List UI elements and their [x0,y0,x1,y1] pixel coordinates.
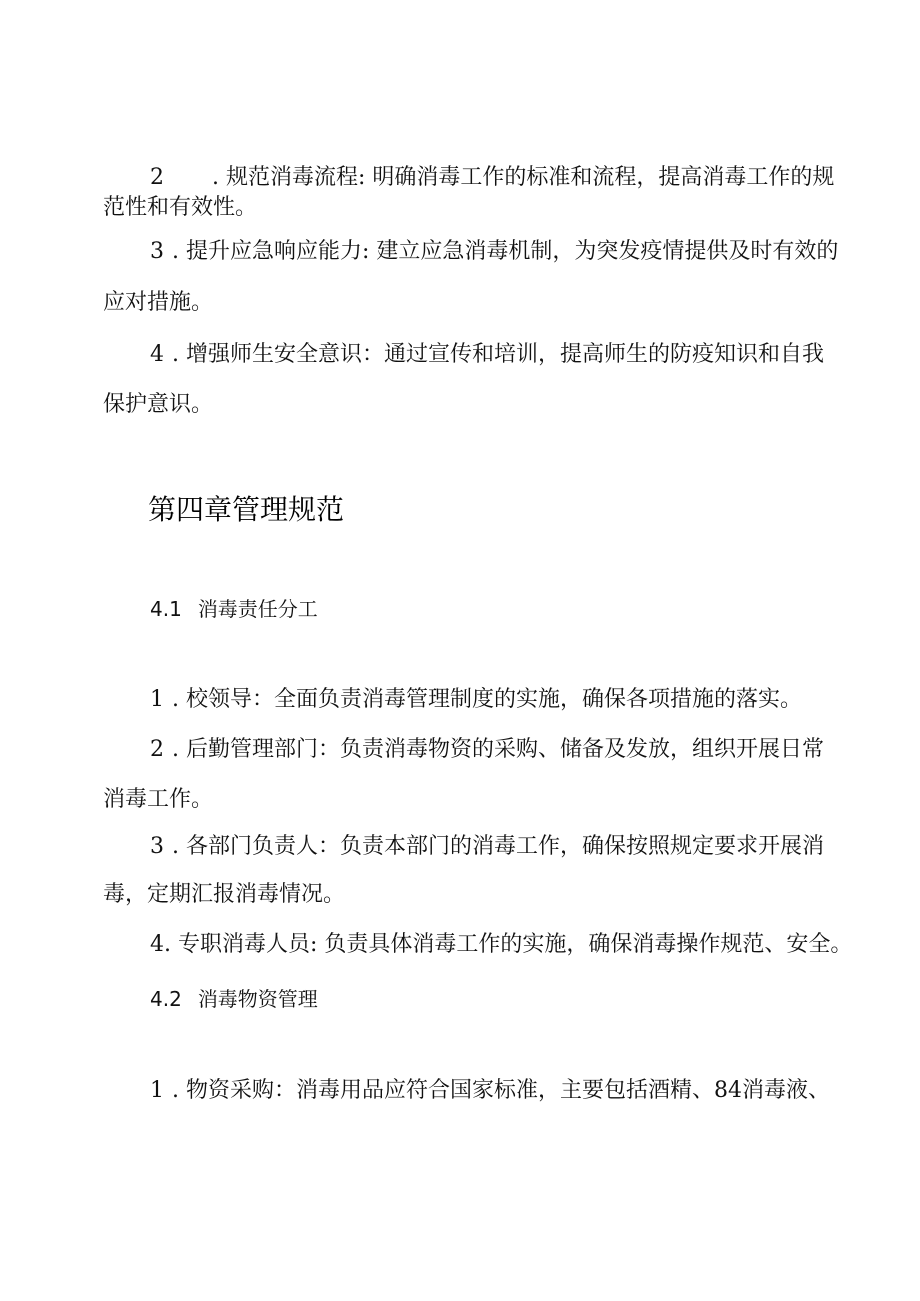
list-item-text: . 后勤管理部门：负责消毒物资的采购、储备及发放，组织开展日常 [172,737,824,762]
list-item [150,163,834,193]
list-item [150,1076,830,1106]
list-item-continuation: 毒，定期汇报消毒情况。 [103,882,346,907]
section-title: 消毒责任分工 [197,597,318,621]
list-item [150,735,824,765]
list-item-continuation: 应对措施。 [103,290,214,315]
list-item-continuation: 保护意识。 [103,392,214,417]
list-item-continuation: 范性和有效性。 [103,195,258,220]
section-heading [150,984,318,1014]
list-item-number: 4 [150,342,164,367]
section-number: 4.2 [150,987,182,1011]
list-item-text: . 规范消毒流程: 明确消毒工作的标准和流程，提高消毒工作的规 [212,165,835,190]
list-item-number: 3 [150,239,164,264]
section-title: 消毒物资管理 [197,987,318,1011]
list-item [150,832,824,862]
list-item-number: 1 [150,1078,164,1103]
list-item-number: 4 [150,932,164,957]
list-item-number: 2 [150,737,164,762]
list-item-text: . 提升应急响应能力: 建立应急消毒机制，为突发疫情提供及时有效的 [172,239,839,264]
list-item-number: 2 [150,165,164,190]
list-item [150,340,824,370]
list-item-number: 1 [150,687,164,712]
list-item-text: . 校领导：全面负责消毒管理制度的实施，确保各项措施的落实。 [172,687,802,712]
section-heading [150,594,318,624]
list-item-text: . 各部门负责人：负责本部门的消毒工作，确保按照规定要求开展消 [172,834,824,859]
list-item-text: . 增强师生安全意识：通过宣传和培训，提高师生的防疫知识和自我 [172,342,824,367]
list-item-number: 3 [150,834,164,859]
section-number: 4.1 [150,597,182,621]
list-item-text: . 物资采购：消毒用品应符合国家标准，主要包括酒精、84消毒液、 [172,1078,830,1103]
list-item-text: . 专职消毒人员: 负责具体消毒工作的实施，确保消毒操作规范、安全。 [164,932,853,957]
list-item-continuation: 消毒工作。 [103,787,214,812]
list-item [150,237,838,267]
chapter-title: 第四章管理规范 [148,493,345,526]
list-item [150,685,802,715]
list-item [150,930,852,960]
